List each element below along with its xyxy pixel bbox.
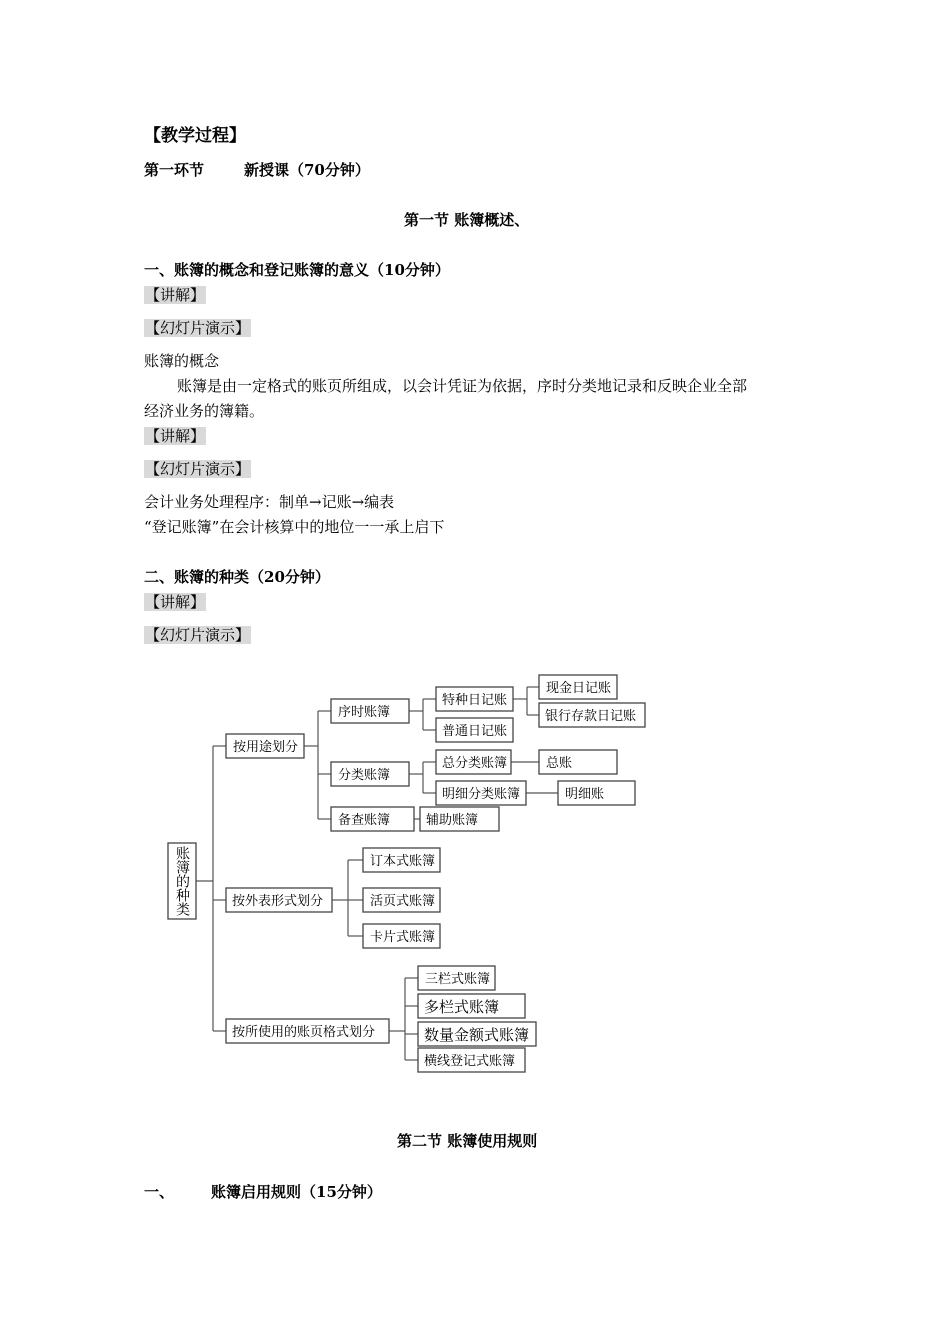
node-memo: 备查账簿: [338, 813, 391, 828]
item1-text: 账簿启用规则（15分钟）: [211, 1183, 382, 1201]
slides-tag: 【幻灯片演示】: [145, 460, 251, 478]
node-chronological: 序时账簿: [338, 705, 391, 720]
concept-line-1: 账簿是由一定格式的账页所组成，以会计凭证为依据，序时分类地记录和反映企业全部: [177, 377, 748, 395]
node-special-journal: 特种日记账: [442, 693, 508, 708]
node-sub-leaf: 明细账: [565, 787, 605, 802]
node-by-form: 按外表形式划分: [232, 894, 324, 909]
concept-line-2: 经济业务的簿籍。: [144, 402, 265, 420]
node-gl-leaf: 总账: [546, 756, 573, 771]
root-node: 账簿的种类: [174, 846, 190, 916]
slides-tag: 【幻灯片演示】: [145, 319, 251, 337]
stage-lesson: 新授课（70分钟）: [244, 161, 370, 179]
node-general-ledger: 总分类账簿: [442, 756, 508, 771]
node-bank-journal: 银行存款日记账: [545, 709, 637, 724]
node-three-column: 三栏式账簿: [425, 972, 491, 987]
node-by-format: 按所使用的账页格式划分: [232, 1025, 376, 1040]
position-text: “登记账簿”在会计核算中的地位一一承上启下: [144, 518, 445, 536]
node-subsidiary-ledger: 明细分类账簿: [442, 787, 521, 802]
node-aux-ledger: 辅助账簿: [426, 813, 479, 828]
node-bound: 订本式账簿: [370, 854, 436, 869]
explain-tag: 【讲解】: [145, 593, 206, 611]
node-by-use: 按用途划分: [233, 740, 299, 755]
node-cash-journal: 现金日记账: [546, 681, 612, 696]
node-classified: 分类账簿: [338, 768, 391, 783]
procedure-text: 会计业务处理程序：制单→记账→编表: [144, 493, 395, 511]
explain-tag: 【讲解】: [145, 427, 206, 445]
node-general-journal: 普通日记账: [442, 724, 508, 739]
section1-title: 第一节 账簿概述、: [404, 211, 530, 229]
item1-number: 一、: [144, 1183, 175, 1201]
node-horizontal: 横线登记式账簿: [424, 1054, 516, 1069]
part2-heading: 二、账簿的种类（20分钟）: [144, 568, 330, 586]
node-loose-leaf: 活页式账簿: [370, 894, 436, 909]
node-qty-amount: 数量金额式账簿: [424, 1026, 530, 1044]
node-multi-column: 多栏式账簿: [424, 998, 500, 1016]
process-heading: 【教学过程】: [144, 126, 246, 146]
part1-heading: 一、账簿的概念和登记账簿的意义（10分钟）: [144, 261, 450, 279]
slides-tag: 【幻灯片演示】: [145, 626, 251, 644]
stage-name: 第一环节: [144, 161, 205, 179]
node-card: 卡片式账簿: [370, 930, 436, 945]
explain-tag: 【讲解】: [145, 286, 206, 304]
concept-title: 账簿的概念: [144, 352, 220, 370]
section2-title: 第二节 账簿使用规则: [397, 1132, 538, 1150]
